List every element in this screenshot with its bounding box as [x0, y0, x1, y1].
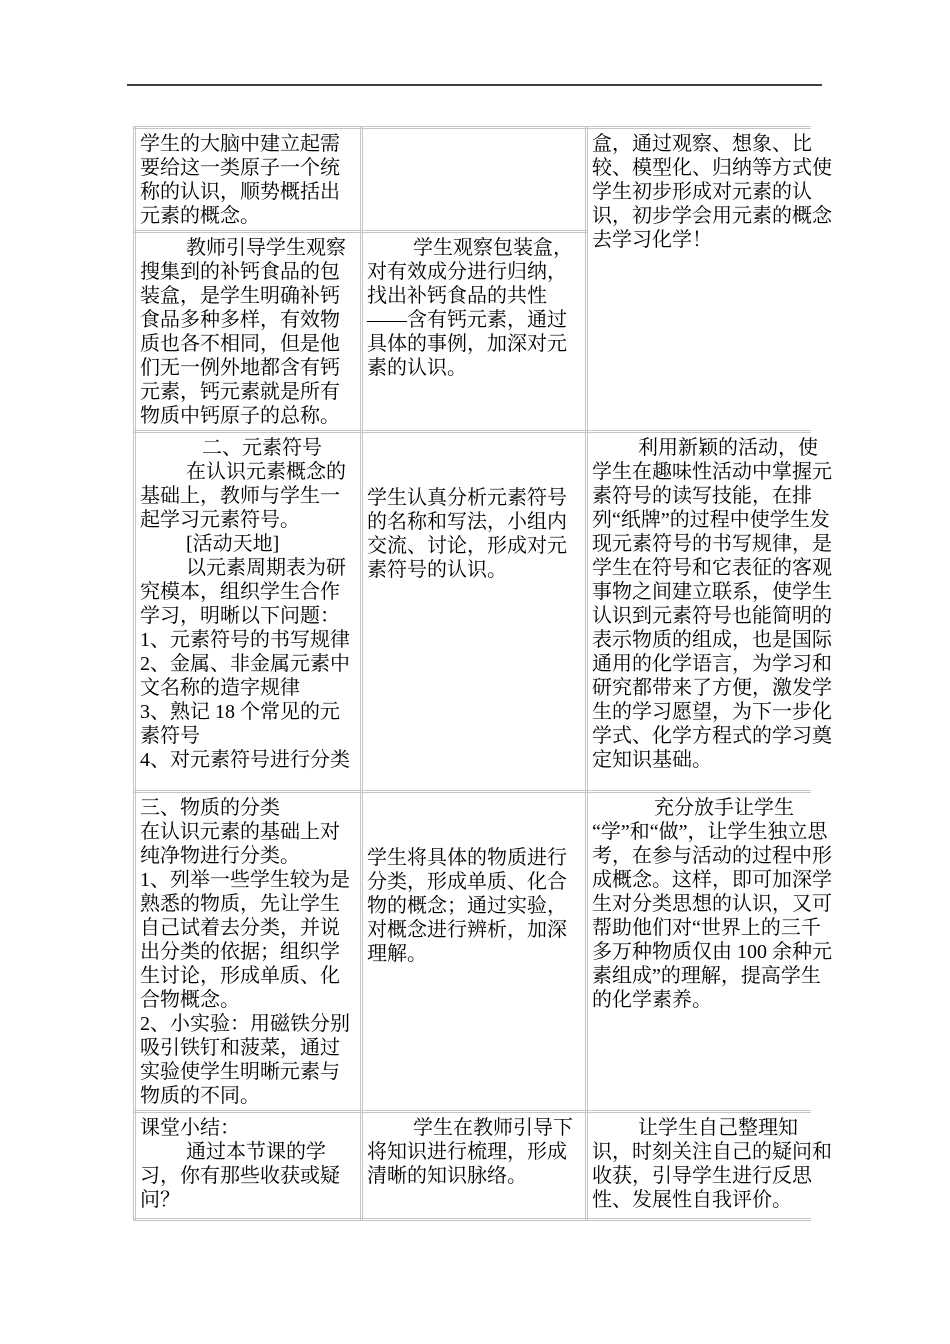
table-row: [135, 1112, 811, 1220]
table-row: [135, 432, 811, 792]
cell-r5c3-design-intent: [587, 1112, 832, 1220]
cell-r4c2-student-activity: [362, 792, 587, 1112]
paragraph: 1、列举一些学生较为是熟悉的物质，先让学生自己试着去分类，并说出分类的依据；组织学生讨论，形成单质、化合物概念。: [140, 869, 350, 1011]
section-divider: [127, 84, 822, 86]
table-row: [135, 128, 811, 232]
paragraph: 三、物质的分类: [140, 797, 280, 819]
paragraph: 3、熟记 18 个常见的元素符号: [140, 701, 340, 747]
paragraph: [活动天地]: [186, 533, 280, 555]
paragraph: 通过本节课的学习，你有那些收获或疑问？: [140, 1141, 340, 1211]
paragraph: 盒，通过观察、想象、比较、模型化、归纳等方式使学生初步形成对元素的认识，初步学会用元素的概念去学习化学！: [592, 133, 832, 251]
paragraph: 二、元素符号: [202, 437, 322, 459]
paragraph: 学生观察包装盒，对有效成分进行归纳，找出补钙食品的共性——含有钙元素，通过具体的事例，加深对元素的认识。: [367, 237, 573, 379]
cell-r4c3-design-intent: [587, 792, 832, 1112]
cell-content: [592, 436, 833, 772]
paragraph: 利用新颖的活动，使学生在趣味性活动中掌握元素符号的读写技能，在排列“纸牌”的过程中使学生发现元素符号的书写规律，是学生在符号和它表征的客观事物之间建立联系，使学生认识到元素符号也能简明的表示物质的组成，也是国际通用的化学语言，为学习和研究都带来了方便，激发学生的学习愿望，为下一步化学式、化学方程式的学习奠定知识基础。: [592, 437, 832, 771]
paragraph: 充分放手让学生: [654, 797, 794, 819]
paragraph: 学生将具体的物质进行分类，形成单质、化合物的概念；通过实验，对概念进行辨析，加深理解。: [367, 847, 567, 965]
cell-r2c1-teacher-activity: [135, 232, 362, 432]
paragraph: 学生的大脑中建立起需要给这一类原子一个统称的认识，顺势概括出元素的概念。: [140, 133, 340, 227]
cell-content: [592, 132, 833, 252]
paragraph: 1、元素符号的书写规律: [140, 629, 350, 651]
cell-r3c1-teacher-activity: [135, 432, 362, 792]
paragraph: 让学生自己整理知识，时刻关注自己的疑问和收获，引导学生进行反思性、发展性自我评价。: [592, 1117, 832, 1211]
paragraph: “学”和“做”，让学生独立思考，在参与活动的过程中形成概念。这样，即可加深学生对分类思想的认识，又可帮助他们对“世界上的三千多万种物质仅由 100 余种元素组成”的理解，提高学生的化学素养。: [592, 821, 832, 1011]
paragraph: 4、对元素符号进行分类: [140, 749, 350, 771]
paragraph: 在认识元素的基础上对纯净物进行分类。: [140, 821, 340, 867]
paragraph: 教师引导学生观察搜集到的补钙食品的包装盒，是学生明确补钙食品多种多样，有效物质也各不相同，但是他们无一例外地都含有钙元素，钙元素就是所有物质中钙原子的总称。: [140, 237, 346, 427]
cell-r5c2-student-activity: [362, 1112, 587, 1220]
paragraph: 学生认真分析元素符号的名称和写法，小组内交流、讨论，形成对元素符号的认识。: [367, 487, 567, 581]
cell-r4c1-teacher-activity: [135, 792, 362, 1112]
cell-r3c2-student-activity: [362, 432, 587, 792]
cell-r1c3-design-intent-merged: [587, 128, 832, 432]
cell-r1c2-empty: [362, 128, 587, 232]
paragraph: 学生在教师引导下将知识进行梳理，形成清晰的知识脉络。: [367, 1117, 573, 1187]
lesson-plan-table: [133, 126, 832, 1221]
cell-r1c1-teacher-activity: [135, 128, 362, 232]
cell-r5c1-lesson-summary: [135, 1112, 362, 1220]
cell-content: [592, 1116, 833, 1212]
paragraph: 在认识元素概念的基础上，教师与学生一起学习元素符号。: [140, 461, 346, 531]
cell-r2c2-student-activity: [362, 232, 587, 432]
cell-r3c3-design-intent: [587, 432, 832, 792]
paragraph: 2、小实验：用磁铁分别吸引铁钉和菠菜，通过实验使学生明晰元素与物质的不同。: [140, 1013, 350, 1107]
paragraph: 2、金属、非金属元素中文名称的造字规律: [140, 653, 350, 699]
table-row: [135, 792, 811, 1112]
cell-content: [592, 796, 833, 1012]
paragraph: 课堂小结：: [140, 1117, 240, 1139]
paragraph: 以元素周期表为研究模本，组织学生合作学习，明晰以下问题：: [140, 557, 346, 627]
